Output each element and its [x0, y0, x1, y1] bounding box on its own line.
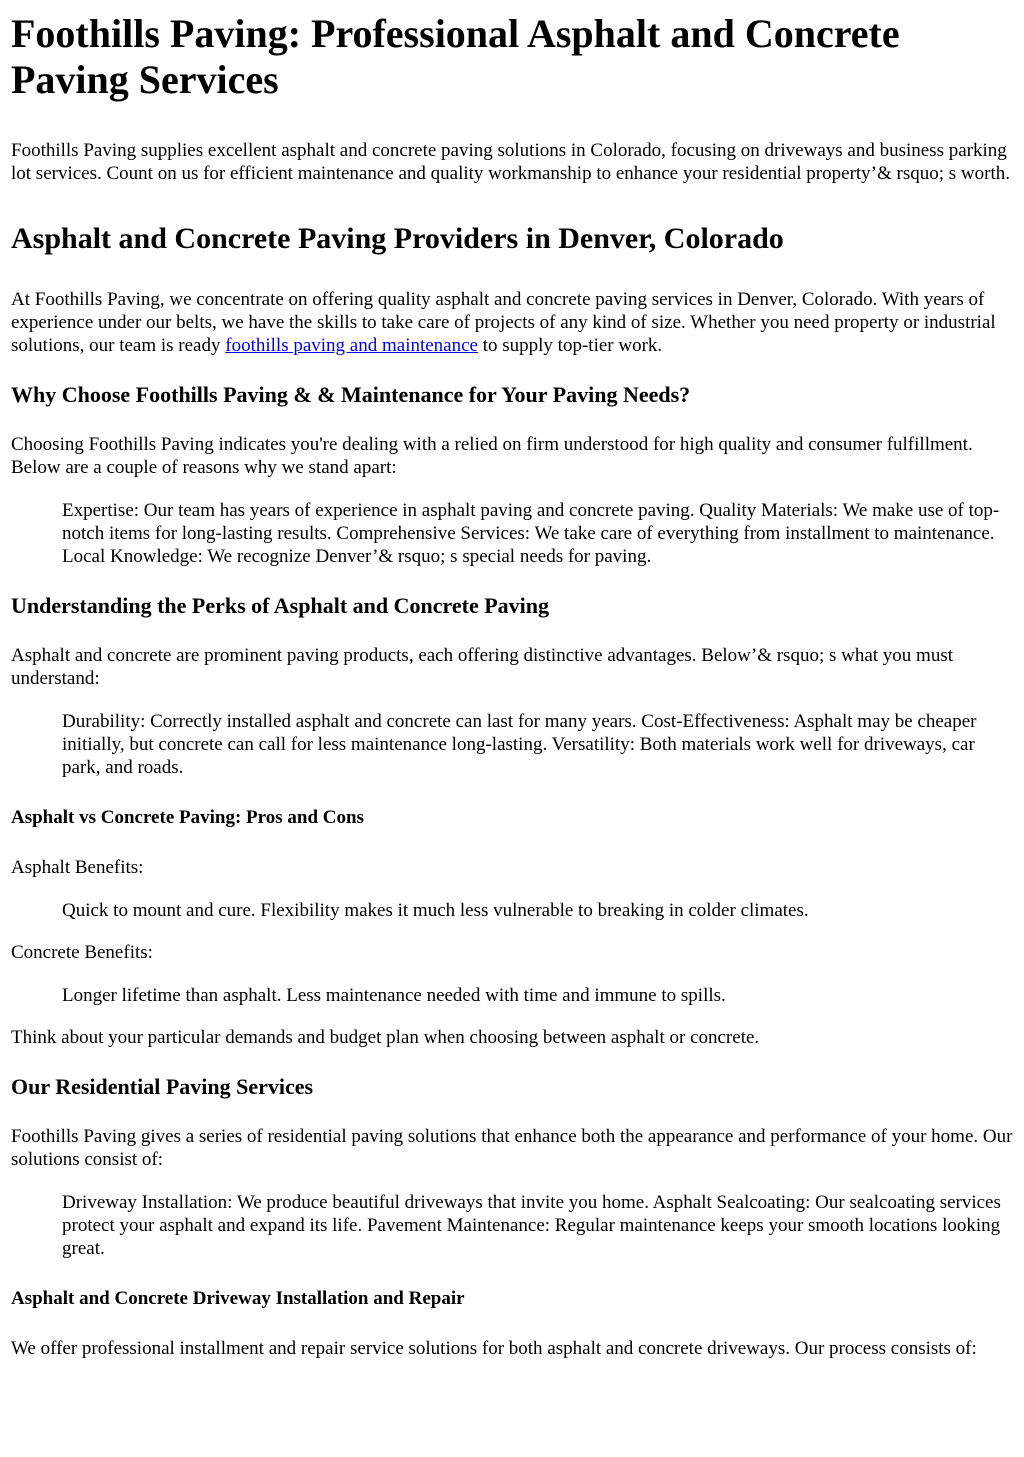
denver-paragraph [11, 288, 1014, 357]
section-heading-perks: Understanding the Perks of Asphalt and Concrete Paving [11, 593, 550, 618]
denver-paragraph-text: At Foothills Paving, we concentrate on offering quality asphalt and concrete paving services in Denver, Colorado. With years of experience under our belts, we have the skills to take care of projects of any kind of size. Whether you need property or industrial solutions, our team is ready [11, 289, 996, 356]
why-choose-list: Expertise: Our team has years of experience in asphalt paving and concrete paving. Quality Materials: We make use of top-notch items for long-lasting results. Comprehensive Services: We take care of everything from installment to maintenance. Local Knowledge: We recognize Denver’& rsquo; s special needs for paving. [62, 500, 1000, 567]
why-choose-paragraph: Choosing Foothills Paving indicates you're dealing with a relied on firm understood for high quality and consumer fulfillment. Below are a couple of reasons why we stand apart: [11, 434, 973, 478]
concrete-benefits-list: Longer lifetime than asphalt. Less maintenance needed with time and immune to spills. [62, 985, 726, 1006]
section-heading-why-choose: Why Choose Foothills Paving & & Maintenance for Your Paving Needs? [11, 382, 691, 407]
article [0, 11, 1024, 1360]
perks-paragraph: Asphalt and concrete are prominent paving products, each offering distinctive advantages. Below’& rsquo; s what you must understand: [11, 645, 954, 689]
section-heading-residential: Our Residential Paving Services [11, 1074, 314, 1099]
driveway-paragraph: We offer professional installment and repair service solutions for both asphalt and concrete driveways. Our process consists of: [11, 1338, 977, 1359]
section-heading-denver: Asphalt and Concrete Paving Providers in Denver, Colorado [11, 222, 784, 255]
pros-cons-closing: Think about your particular demands and budget plan when choosing between asphalt or concrete. [11, 1027, 760, 1048]
page-title: Foothills Paving: Professional Asphalt and Concrete Paving Services [11, 11, 900, 102]
asphalt-benefits-list: Quick to mount and cure. Flexibility makes it much less vulnerable to breaking in colder climates. [62, 900, 809, 921]
intro-paragraph: Foothills Paving supplies excellent asphalt and concrete paving solutions in Colorado, focusing on driveways and business parking lot services. Count on us for efficient maintenance and quality workmanship to enhance your residential property’& rsquo; s worth. [11, 140, 1011, 184]
asphalt-benefits-label: Asphalt Benefits: [11, 857, 144, 878]
section-heading-driveway: Asphalt and Concrete Driveway Installation and Repair [11, 1288, 465, 1309]
section-heading-pros-cons: Asphalt vs Concrete Paving: Pros and Cons [11, 807, 364, 828]
perks-list: Durability: Correctly installed asphalt and concrete can last for many years. Cost-Effectiveness: Asphalt may be cheaper initially, but concrete can call for less maintenance long-lasting. Versatility: Both materials work well for driveways, car park, and roads. [62, 711, 977, 778]
denver-paragraph-text-end: to supply top-tier work. [477, 335, 663, 356]
residential-paragraph: Foothills Paving gives a series of residential paving solutions that enhance both the appearance and performance of your home. Our solutions consist of: [11, 1126, 1013, 1170]
concrete-benefits-label: Concrete Benefits: [11, 942, 153, 963]
residential-list: Driveway Installation: We produce beautiful driveways that invite you home. Asphalt Sealcoating: Our sealcoating services protect your asphalt and expand its life. Pavement Maintenance: Regular maintenance keeps your smooth locations looking great. [62, 1192, 1001, 1259]
foothills-paving-link[interactable]: foothills paving and maintenance [225, 335, 478, 356]
